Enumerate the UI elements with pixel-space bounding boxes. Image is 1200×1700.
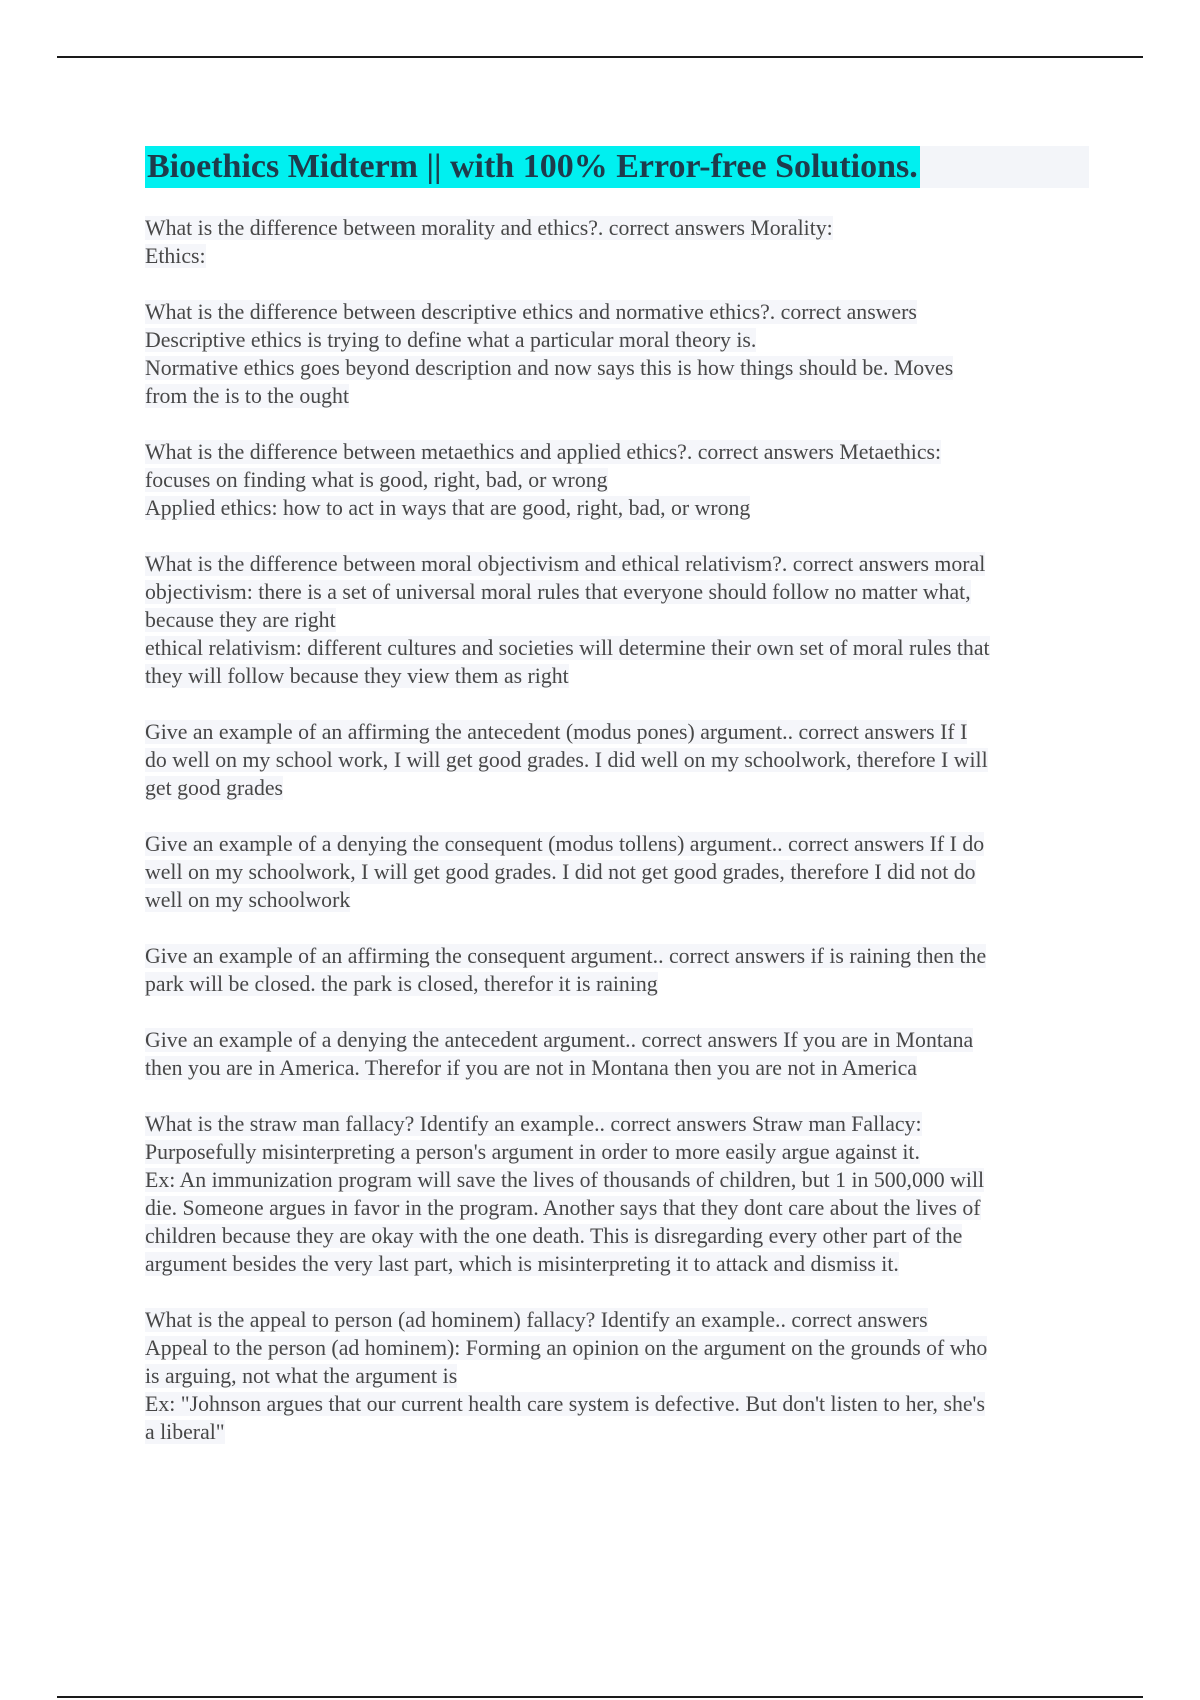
qa-line-text: What is the difference between moral objectivism and ethical relativism?. correct answers moral xyxy=(145,552,986,576)
qa-line xyxy=(145,1194,1093,1222)
top-rule xyxy=(57,56,1143,58)
qa-line-text: is arguing, not what the argument is xyxy=(145,1364,458,1388)
qa-item xyxy=(145,1110,1093,1278)
qa-line-text: What is the straw man fallacy? Identify an example.. correct answers Straw man Fallacy: xyxy=(145,1112,922,1136)
qa-line-text: What is the difference between descriptive ethics and normative ethics?. correct answers xyxy=(145,300,917,324)
qa-line-text: Applied ethics: how to act in ways that are good, right, bad, or wrong xyxy=(145,496,751,520)
qa-line xyxy=(145,550,1093,578)
qa-line xyxy=(145,1418,1093,1446)
qa-line xyxy=(145,1334,1093,1362)
qa-line-text: Ethics: xyxy=(145,244,206,268)
qa-line xyxy=(145,214,1093,242)
qa-line xyxy=(145,326,1093,354)
qa-line xyxy=(145,242,1093,270)
qa-line xyxy=(145,718,1093,746)
qa-item xyxy=(145,438,1093,522)
qa-line xyxy=(145,382,1093,410)
qa-line xyxy=(145,1362,1093,1390)
qa-line xyxy=(145,662,1093,690)
qa-line-text: Give an example of a denying the consequent (modus tollens) argument.. correct answers If I do xyxy=(145,832,985,856)
qa-line xyxy=(145,1390,1093,1418)
qa-line-text: well on my schoolwork xyxy=(145,888,351,912)
qa-line-text: Appeal to the person (ad hominem): Forming an opinion on the argument on the grounds of who xyxy=(145,1336,988,1360)
qa-line-text: Descriptive ethics is trying to define what a particular moral theory is. xyxy=(145,328,757,352)
qa-line-text: ethical relativism: different cultures and societies will determine their own set of moral rules that xyxy=(145,636,990,660)
qa-line xyxy=(145,634,1093,662)
qa-line xyxy=(145,466,1093,494)
qa-line-text: Give an example of an affirming the consequent argument.. correct answers if is raining then the xyxy=(145,944,987,968)
qa-line-text: Give an example of a denying the antecedent argument.. correct answers If you are in Montana xyxy=(145,1028,974,1052)
qa-line xyxy=(145,1166,1093,1194)
qa-item xyxy=(145,718,1093,802)
qa-line xyxy=(145,858,1093,886)
qa-line xyxy=(145,354,1093,382)
qa-item xyxy=(145,298,1093,410)
qa-line-text: Give an example of an affirming the antecedent (modus pones) argument.. correct answers If I xyxy=(145,720,968,744)
qa-line-text: focuses on finding what is good, right, bad, or wrong xyxy=(145,468,608,492)
qa-line-text: they will follow because they view them as right xyxy=(145,664,569,688)
qa-line-text: get good grades xyxy=(145,776,284,800)
qa-line xyxy=(145,1054,1093,1082)
qa-line-text: die. Someone argues in favor in the program. Another says that they dont care about the lives of xyxy=(145,1196,981,1220)
qa-line xyxy=(145,1110,1093,1138)
qa-line xyxy=(145,298,1093,326)
qa-line-text: Normative ethics goes beyond description and now says this is how things should be. Moves xyxy=(145,356,954,380)
qa-line-text: well on my schoolwork, I will get good grades. I did not get good grades, therefore I did not do xyxy=(145,860,976,884)
qa-line xyxy=(145,1250,1093,1278)
qa-line xyxy=(145,774,1093,802)
qa-item xyxy=(145,1306,1093,1446)
qa-line xyxy=(145,1222,1093,1250)
qa-line-text: from the is to the ought xyxy=(145,384,350,408)
qa-line xyxy=(145,1306,1093,1334)
qa-line-text: do well on my school work, I will get good grades. I did well on my schoolwork, therefore I will xyxy=(145,748,988,772)
qa-line-text: park will be closed. the park is closed, therefor it is raining xyxy=(145,972,658,996)
qa-line xyxy=(145,438,1093,466)
qa-item xyxy=(145,214,1093,270)
qa-line xyxy=(145,746,1093,774)
qa-line-text: Purposefully misinterpreting a person's argument in order to more easily argue against it. xyxy=(145,1140,920,1164)
qa-line xyxy=(145,830,1093,858)
qa-line xyxy=(145,970,1093,998)
document-title: Bioethics Midterm || with 100% Error-free Solutions. xyxy=(145,146,920,188)
qa-line-text: What is the appeal to person (ad hominem) fallacy? Identify an example.. correct answers xyxy=(145,1308,928,1332)
qa-line xyxy=(145,606,1093,634)
qa-line xyxy=(145,942,1093,970)
qa-line xyxy=(145,1138,1093,1166)
qa-line-text: What is the difference between morality and ethics?. correct answers Morality: xyxy=(145,216,833,240)
qa-line-text: argument besides the very last part, which is misinterpreting it to attack and dismiss it. xyxy=(145,1252,899,1276)
qa-line-text: objectivism: there is a set of universal moral rules that everyone should follow no matter what, xyxy=(145,580,971,604)
qa-line xyxy=(145,494,1093,522)
qa-line xyxy=(145,578,1093,606)
qa-line xyxy=(145,1026,1093,1054)
qa-line-text: a liberal" xyxy=(145,1420,225,1444)
qa-line-text: Ex: An immunization program will save the lives of thousands of children, but 1 in 500,000 will xyxy=(145,1168,985,1192)
qa-line-text: What is the difference between metaethics and applied ethics?. correct answers Metaethics: xyxy=(145,440,942,464)
qa-line-text: then you are in America. Therefor if you are not in Montana then you are not in America xyxy=(145,1056,917,1080)
qa-list xyxy=(145,214,1093,1474)
qa-item xyxy=(145,550,1093,690)
qa-line xyxy=(145,886,1093,914)
qa-item xyxy=(145,942,1093,998)
qa-item xyxy=(145,1026,1093,1082)
qa-line-text: because they are right xyxy=(145,608,336,632)
qa-line-text: Ex: "Johnson argues that our current health care system is defective. But don't listen to her, she's xyxy=(145,1392,985,1416)
qa-line-text: children because they are okay with the one death. This is disregarding every other part of the xyxy=(145,1224,963,1248)
qa-item xyxy=(145,830,1093,914)
bottom-rule xyxy=(57,1696,1143,1698)
